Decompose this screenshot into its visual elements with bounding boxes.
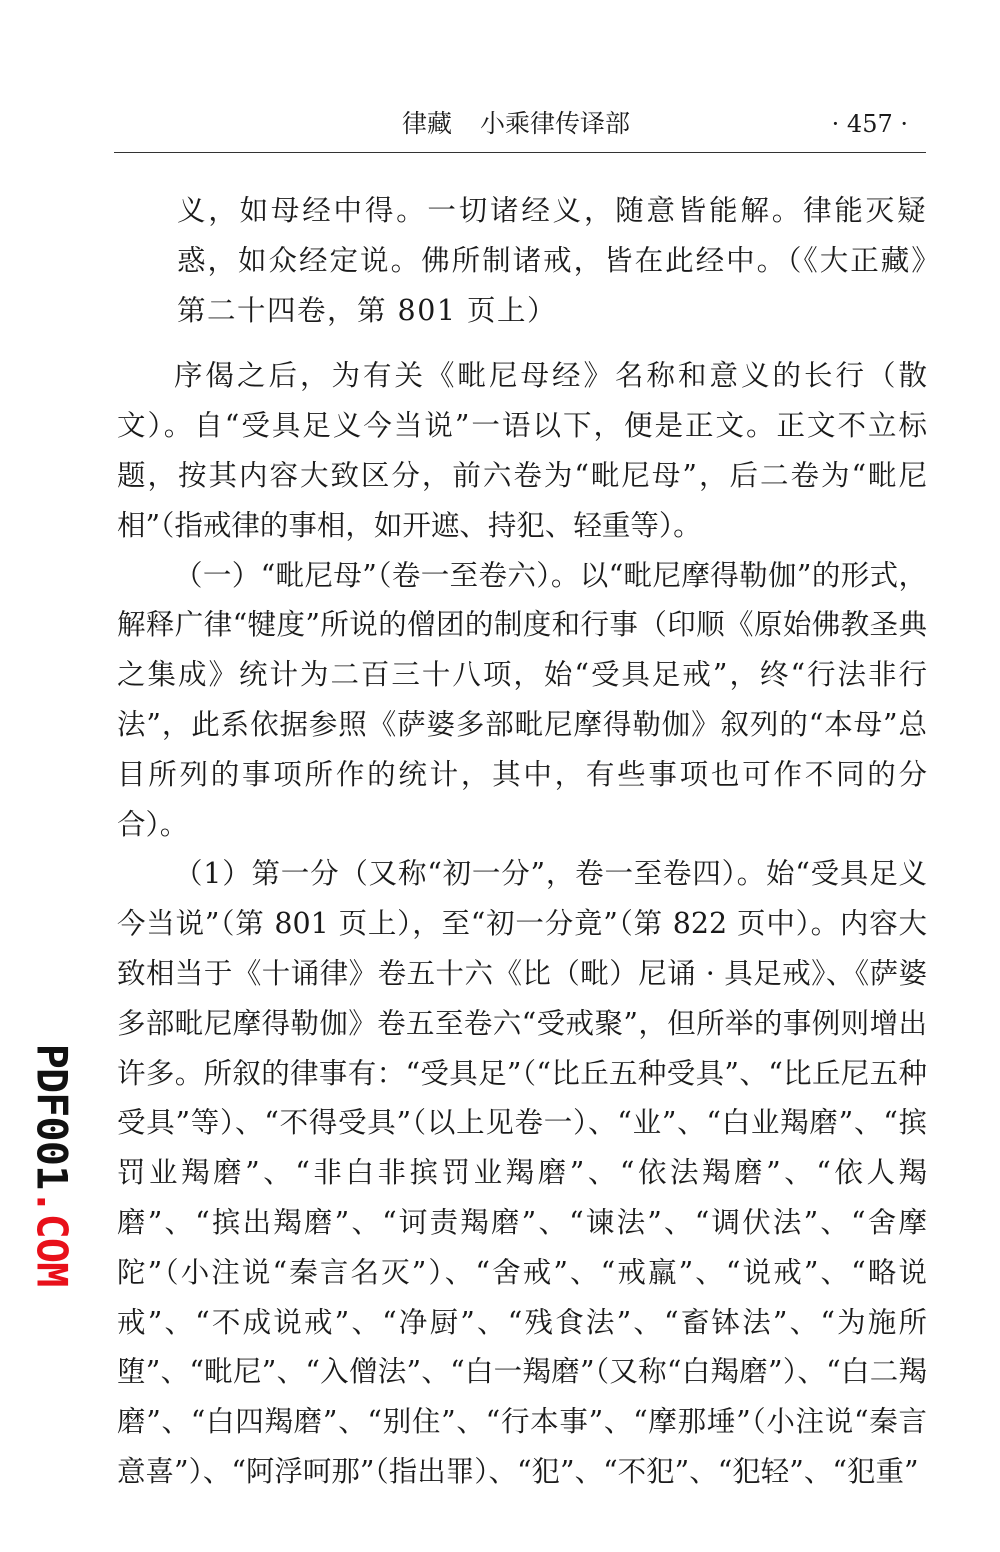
watermark-part-a: PDF001 <box>27 1043 77 1190</box>
page-number: · 457 · <box>831 110 908 138</box>
quote-verse: 义，如母经中得。一切诸经义，随意皆能解。律能灭疑惑，如众经定说。佛所制诸戒，皆在此经中。（《大正藏》第二十四卷，第 801 页上） <box>177 194 927 327</box>
paragraph-first-section: （1）第一分（又称“初一分”，卷一至卷四）。始“受具足义今当说”（第 801 页上），至“初一分竟”（第 822 页中）。内容大致相当于《十诵律》卷五十六《比（毗）尼诵 · 具足戒》、《萨婆多部毗尼摩得勒伽》卷五至卷六“受戒聚”，但所举的事例则增出许多。所叙的律事有：“受具足”（“比丘五种受具”、“比丘尼五种受具”等）、“不得受具”（以上见卷一）、“业”、“白业羯磨”、“摈罚业羯磨”、“非白非摈罚业羯磨”、“依法羯磨”、“依人羯磨”、“摈出羯磨”、“诃责羯磨”、“谏法”、“调伏法”、“舍摩陀”（小注说“秦言名灭”）、“舍戒”、“戒羸”、“说戒”、“略说戒”、“不成说戒”、“净厨”、“残食法”、“畜钵法”、“为施所堕”、“毗尼”、“入僧法”、“白一羯磨”（又称“白羯磨”）、“白二羯磨”、“白四羯磨”、“别住”、“行本事”、“摩那埵”（小注说“秦言意喜”）、“阿浮呵那”（指出罪）、“犯”、“不犯”、“犯轻”、“犯重” <box>117 857 927 1488</box>
header-title <box>402 108 630 140</box>
paragraph-intro: 序偈之后，为有关《毗尼母经》名称和意义的长行（散文）。自“受具足义今当说”一语以下，便是正文。正文不立标题，按其内容大致区分，前六卷为“毗尼母”，后二卷为“毗尼相”（指戒律的事相，如开遮、持犯、轻重等）。 <box>117 359 927 542</box>
header-title-section: 小乘律传译部 <box>480 109 631 138</box>
running-header <box>114 108 926 153</box>
header-title-volume: 律藏 <box>402 109 453 138</box>
watermark <box>28 1040 76 1290</box>
watermark-text <box>28 1044 77 1287</box>
watermark-part-b: .COM <box>27 1189 77 1287</box>
body-text <box>117 186 927 1497</box>
paragraph-vinaya-matrka: （一）“毗尼母”（卷一至卷六）。以“毗尼摩得勒伽”的形式，解释广律“犍度”所说的僧团的制度和行事（印顺《原始佛教圣典之集成》统计为二百三十八项，始“受具足戒”，终“行法非行法”，此系依据参照《萨婆多部毗尼摩得勒伽》叙列的“本母”总目所列的事项所作的统计，其中，有些事项也可作不同的分合）。 <box>117 558 927 841</box>
